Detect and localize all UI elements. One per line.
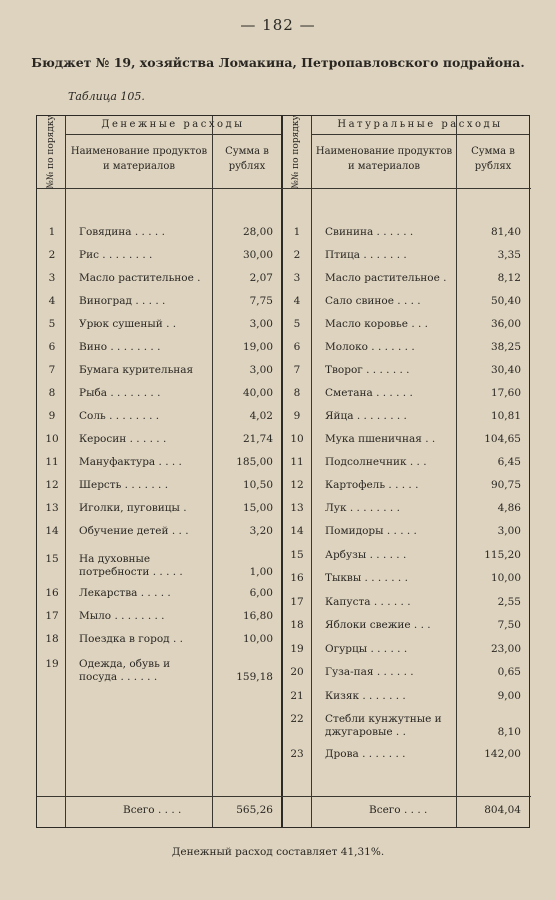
item-name: Рыба . . . . . . . . bbox=[79, 387, 161, 399]
item-sum: 17,60 bbox=[490, 387, 521, 399]
item-name: Гуза-пая . . . . . . bbox=[325, 666, 414, 678]
item-name: Масло коровье . . . bbox=[325, 318, 429, 330]
item-sum: 3,00 bbox=[249, 318, 273, 330]
item-name: Свинина . . . . . . bbox=[325, 226, 414, 238]
item-name: Керосин . . . . . . bbox=[79, 433, 167, 445]
row-number: 11 bbox=[45, 456, 59, 468]
item-sum: 90,75 bbox=[490, 479, 521, 491]
item-sum: 2,55 bbox=[497, 596, 521, 608]
item-name: Лекарства . . . . . bbox=[79, 587, 171, 599]
sum-column-header: Сумма в рублях bbox=[471, 146, 515, 172]
item-name: На духовные потребности . . . . . bbox=[79, 553, 183, 578]
row-number: 12 bbox=[290, 479, 304, 491]
item-sum: 3,20 bbox=[249, 525, 273, 537]
row-number: 2 bbox=[293, 249, 301, 261]
row-number: 14 bbox=[45, 525, 59, 537]
row-number: 3 bbox=[293, 272, 301, 284]
item-name: Бумага курительная bbox=[79, 364, 194, 376]
item-name: Мыло . . . . . . . . bbox=[79, 610, 165, 622]
item-sum: 4,02 bbox=[249, 410, 273, 422]
budget-table bbox=[36, 115, 530, 828]
row-number: 21 bbox=[290, 690, 304, 702]
natural-total-label: Всего . . . . bbox=[369, 804, 428, 816]
item-name: Сало свиное . . . . bbox=[325, 295, 421, 307]
row-number: 17 bbox=[45, 610, 59, 622]
item-sum: 30,00 bbox=[242, 249, 273, 261]
item-sum: 3,00 bbox=[249, 364, 273, 376]
item-sum: 21,74 bbox=[242, 433, 273, 445]
item-sum: 81,40 bbox=[490, 226, 521, 238]
item-sum: 19,00 bbox=[242, 341, 273, 353]
row-number: 3 bbox=[48, 272, 56, 284]
item-sum: 30,40 bbox=[490, 364, 521, 376]
item-sum: 38,25 bbox=[490, 341, 521, 353]
row-number: 4 bbox=[48, 295, 56, 307]
row-number: 5 bbox=[293, 318, 301, 330]
row-number: 12 bbox=[45, 479, 59, 491]
item-name: Молоко . . . . . . . bbox=[325, 341, 415, 353]
money-expenses-header: Денежные расходы bbox=[101, 119, 245, 130]
item-sum: 104,65 bbox=[484, 433, 521, 445]
row-number: 10 bbox=[45, 433, 59, 445]
item-name: Мука пшеничная . . bbox=[325, 433, 436, 445]
item-name: Говядина . . . . . bbox=[79, 226, 165, 238]
natural-total-value: 804,04 bbox=[484, 804, 521, 816]
money-total-label: Всего . . . . bbox=[123, 804, 182, 816]
item-sum: 3,00 bbox=[497, 525, 521, 537]
item-sum: 7,50 bbox=[497, 619, 521, 631]
item-sum: 10,00 bbox=[490, 572, 521, 584]
item-name: Огурцы . . . . . . bbox=[325, 643, 408, 655]
row-number: 19 bbox=[45, 658, 59, 670]
item-name: Сметана . . . . . . bbox=[325, 387, 413, 399]
row-number: 17 bbox=[290, 596, 304, 608]
row-number: 7 bbox=[293, 364, 301, 376]
row-number: 15 bbox=[290, 549, 304, 561]
rule bbox=[65, 116, 66, 827]
rule bbox=[65, 134, 281, 135]
item-name: Поездка в город . . bbox=[79, 633, 183, 645]
row-number: 13 bbox=[290, 502, 304, 514]
item-sum: 16,80 bbox=[242, 610, 273, 622]
item-name: Картофель . . . . . bbox=[325, 479, 419, 491]
item-sum: 1,00 bbox=[249, 566, 273, 578]
row-number: 14 bbox=[290, 525, 304, 537]
item-name: Капуста . . . . . . bbox=[325, 596, 411, 608]
item-sum: 115,20 bbox=[484, 549, 521, 561]
row-number: 9 bbox=[293, 410, 301, 422]
item-name: Масло растительное . bbox=[325, 272, 447, 284]
sum-column-header: Сумма в рублях bbox=[225, 146, 269, 172]
row-number: 8 bbox=[293, 387, 301, 399]
row-number: 10 bbox=[290, 433, 304, 445]
item-sum: 159,18 bbox=[236, 671, 273, 683]
item-name: Урюк сушеный . . bbox=[79, 318, 177, 330]
row-number: 13 bbox=[45, 502, 59, 514]
item-name: Шерсть . . . . . . . bbox=[79, 479, 169, 491]
name-column-header: Наименование продуктов и материалов bbox=[315, 146, 453, 172]
item-sum: 15,00 bbox=[242, 502, 273, 514]
item-name: Яйца . . . . . . . . bbox=[325, 410, 407, 422]
row-number: 6 bbox=[293, 341, 301, 353]
item-name: Соль . . . . . . . . bbox=[79, 410, 160, 422]
row-number: 5 bbox=[48, 318, 56, 330]
footer-note: Денежный расход составляет 41,31%. bbox=[171, 846, 385, 858]
item-name: Обучение детей . . . bbox=[79, 525, 189, 537]
item-sum: 3,35 bbox=[497, 249, 521, 261]
budget-title: Бюджет № 19, хозяйства Ломакина, Петропавловского подрайона. bbox=[31, 55, 525, 70]
row-number: 1 bbox=[48, 226, 56, 238]
item-sum: 10,50 bbox=[242, 479, 273, 491]
item-sum: 142,00 bbox=[484, 748, 521, 760]
row-number: 18 bbox=[45, 633, 59, 645]
item-name: Иголки, пуговицы . bbox=[79, 502, 187, 514]
item-sum: 4,86 bbox=[497, 502, 521, 514]
row-number: 22 bbox=[290, 713, 304, 725]
row-number: 1 bbox=[293, 226, 301, 238]
rule bbox=[37, 188, 531, 189]
row-number: 7 bbox=[48, 364, 56, 376]
item-name: Яблоки свежие . . . bbox=[325, 619, 431, 631]
item-name: Помидоры . . . . . bbox=[325, 525, 417, 537]
item-sum: 6,00 bbox=[249, 587, 273, 599]
item-sum: 40,00 bbox=[242, 387, 273, 399]
item-sum: 0,65 bbox=[497, 666, 521, 678]
item-name: Лук . . . . . . . . bbox=[325, 502, 400, 514]
row-number: 19 bbox=[290, 643, 304, 655]
item-sum: 28,00 bbox=[242, 226, 273, 238]
item-name: Стебли кунжутные и джугаровые . . bbox=[325, 713, 442, 738]
row-number: 15 bbox=[45, 553, 59, 565]
natural-expenses-header: Натуральные расходы bbox=[337, 119, 503, 130]
item-sum: 8,12 bbox=[497, 272, 521, 284]
item-name: Масло растительное . bbox=[79, 272, 201, 284]
item-sum: 23,00 bbox=[490, 643, 521, 655]
item-sum: 8,10 bbox=[497, 726, 521, 738]
item-sum: 6,45 bbox=[497, 456, 521, 468]
item-sum: 36,00 bbox=[490, 318, 521, 330]
item-name: Арбузы . . . . . . bbox=[325, 549, 407, 561]
item-sum: 10,81 bbox=[490, 410, 521, 422]
row-number: 20 bbox=[290, 666, 304, 678]
item-name: Мануфактура . . . . bbox=[79, 456, 182, 468]
item-name: Кизяк . . . . . . . bbox=[325, 690, 406, 702]
name-column-header: Наименование продуктов и материалов bbox=[70, 146, 208, 172]
item-name: Птица . . . . . . . bbox=[325, 249, 407, 261]
rule bbox=[311, 134, 529, 135]
number-column-header: №№ по порядку bbox=[46, 115, 56, 189]
item-name: Вино . . . . . . . . bbox=[79, 341, 161, 353]
item-sum: 185,00 bbox=[236, 456, 273, 468]
item-sum: 2,07 bbox=[249, 272, 273, 284]
item-name: Подсолнечник . . . bbox=[325, 456, 427, 468]
row-number: 4 bbox=[293, 295, 301, 307]
item-sum: 50,40 bbox=[490, 295, 521, 307]
row-number: 9 bbox=[48, 410, 56, 422]
money-total-value: 565,26 bbox=[236, 804, 273, 816]
row-number: 2 bbox=[48, 249, 56, 261]
item-name: Рис . . . . . . . . bbox=[79, 249, 153, 261]
rule bbox=[212, 116, 213, 827]
row-number: 23 bbox=[290, 748, 304, 760]
row-number: 11 bbox=[290, 456, 304, 468]
row-number: 16 bbox=[290, 572, 304, 584]
row-number: 6 bbox=[48, 341, 56, 353]
item-name: Тыквы . . . . . . . bbox=[325, 572, 408, 584]
item-name: Творог . . . . . . . bbox=[325, 364, 410, 376]
page-number: — 182 — bbox=[240, 16, 316, 34]
number-column-header: №№ по порядку bbox=[291, 115, 301, 189]
table-label: Таблица 105. bbox=[68, 90, 145, 103]
item-sum: 9,00 bbox=[497, 690, 521, 702]
item-sum: 10,00 bbox=[242, 633, 273, 645]
row-number: 18 bbox=[290, 619, 304, 631]
item-name: Виноград . . . . . bbox=[79, 295, 166, 307]
row-number: 16 bbox=[45, 587, 59, 599]
row-number: 8 bbox=[48, 387, 56, 399]
rule bbox=[456, 116, 457, 827]
rule bbox=[311, 116, 312, 827]
item-name: Дрова . . . . . . . bbox=[325, 748, 406, 760]
rule bbox=[37, 796, 531, 797]
item-name: Одежда, обувь и посуда . . . . . . bbox=[79, 658, 171, 683]
item-sum: 7,75 bbox=[249, 295, 273, 307]
